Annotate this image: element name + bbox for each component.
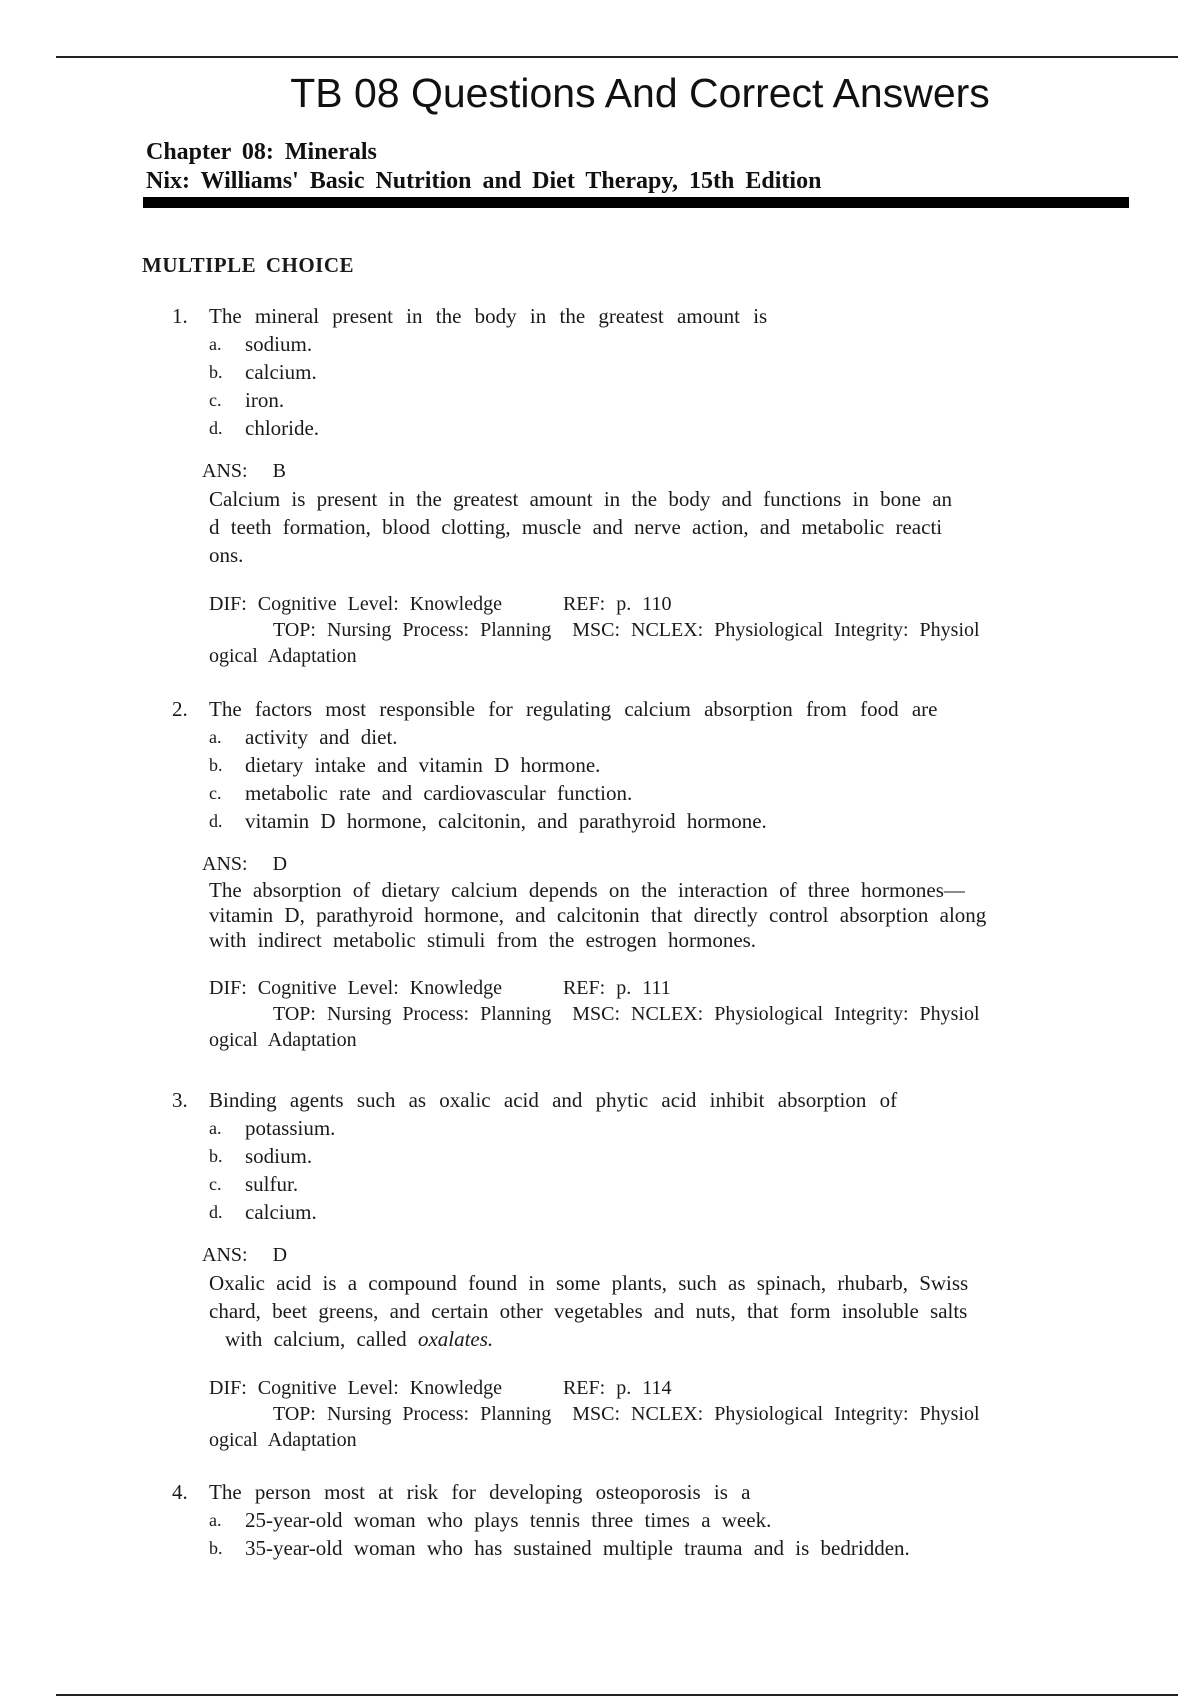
- option-d: [172, 414, 1132, 442]
- question-2: [172, 695, 1132, 1053]
- msc-category-continued: ogical Adaptation: [209, 645, 357, 667]
- chapter-header: [146, 138, 821, 196]
- option-text: calcium.: [245, 1200, 317, 1224]
- option-a: [172, 330, 1132, 358]
- question-3: [172, 1086, 1132, 1453]
- section-heading: MULTIPLE CHOICE: [142, 253, 355, 277]
- option-text: chloride.: [245, 416, 320, 440]
- option-text: vitamin D hormone, calcitonin, and parathyroid hormone.: [245, 809, 767, 833]
- book-title: Nix: Williams' Basic Nutrition and Diet Therapy, 15th Edition: [146, 168, 822, 194]
- question-metadata: [172, 975, 1132, 1053]
- option-text: dietary intake and vitamin D hormone.: [245, 753, 601, 777]
- topic: TOP: Nursing Process: Planning: [273, 1003, 552, 1025]
- question-text: The factors most responsible for regulating calcium absorption from food are: [209, 697, 938, 721]
- option-a: [172, 723, 1132, 751]
- rationale-line: [209, 1325, 1121, 1353]
- msc-category: MSC: NCLEX: Physiological Integrity: Physiol: [572, 1003, 980, 1025]
- option-b: [172, 358, 1132, 386]
- option-letter: a.: [209, 727, 222, 747]
- rationale: [172, 878, 1121, 953]
- page-reference: REF: p. 114: [562, 1377, 672, 1399]
- page-reference: REF: p. 110: [562, 593, 672, 615]
- option-letter: a.: [209, 1118, 222, 1138]
- question-metadata: [172, 1375, 1132, 1453]
- option-text: 35-year-old woman who has sustained multiple trauma and is bedridden.: [245, 1536, 910, 1560]
- option-a: [172, 1114, 1132, 1142]
- difficulty: DIF: Cognitive Level: Knowledge: [209, 977, 502, 999]
- rationale-line: Oxalic acid is a compound found in some plants, such as spinach, rhubarb, Swiss: [209, 1271, 969, 1295]
- option-text: metabolic rate and cardiovascular function.: [245, 781, 633, 805]
- rationale-line: Calcium is present in the greatest amount in the body and functions in bone an: [209, 487, 953, 511]
- difficulty: DIF: Cognitive Level: Knowledge: [209, 1377, 502, 1399]
- header-divider: [143, 197, 1129, 208]
- rationale: [172, 485, 1121, 569]
- option-a: [172, 1506, 1132, 1534]
- option-letter: c.: [209, 390, 222, 410]
- option-b: [172, 1142, 1132, 1170]
- question-4: [172, 1478, 1132, 1562]
- option-b: [172, 751, 1132, 779]
- option-text: sulfur.: [245, 1172, 299, 1196]
- option-text: 25-year-old woman who plays tennis three times a week.: [245, 1508, 772, 1532]
- answer-key: ANS: D: [202, 1244, 288, 1266]
- answer-key: ANS: D: [202, 853, 288, 875]
- rationale-line: ons.: [209, 543, 244, 567]
- option-c: [172, 779, 1132, 807]
- option-letter: c.: [209, 1174, 222, 1194]
- topic: TOP: Nursing Process: Planning: [273, 1403, 552, 1425]
- topic: TOP: Nursing Process: Planning: [273, 619, 552, 641]
- question-text: Binding agents such as oxalic acid and phytic acid inhibit absorption of: [209, 1088, 898, 1112]
- chapter-title: Chapter 08: Minerals: [146, 139, 377, 165]
- option-text: sodium.: [245, 1144, 313, 1168]
- question-number: 2.: [172, 697, 188, 721]
- question-stem: [172, 302, 1132, 330]
- option-letter: d.: [209, 418, 223, 438]
- rationale-line: with indirect metabolic stimuli from the estrogen hormones.: [209, 928, 757, 952]
- question-number: 1.: [172, 304, 188, 328]
- option-letter: b.: [209, 1538, 223, 1558]
- question-metadata: [172, 591, 1132, 669]
- msc-category: MSC: NCLEX: Physiological Integrity: Physiol: [572, 1403, 980, 1425]
- rationale-line: The absorption of dietary calcium depends on the interaction of three hormones—: [209, 878, 965, 902]
- option-letter: a.: [209, 1510, 222, 1530]
- question-stem: [172, 695, 1132, 723]
- msc-category-continued: ogical Adaptation: [209, 1429, 357, 1451]
- question-number: 4.: [172, 1480, 188, 1504]
- page-reference: REF: p. 111: [562, 977, 671, 999]
- option-letter: d.: [209, 811, 223, 831]
- option-d: [172, 1198, 1132, 1226]
- option-text: iron.: [245, 388, 285, 412]
- option-c: [172, 1170, 1132, 1198]
- rationale-line: vitamin D, parathyroid hormone, and calcitonin that directly control absorption along: [209, 903, 987, 927]
- rationale-emphasis: oxalates.: [417, 1327, 494, 1351]
- msc-category-continued: ogical Adaptation: [209, 1029, 357, 1051]
- question-stem: [172, 1086, 1132, 1114]
- rationale: [172, 1269, 1121, 1353]
- option-letter: b.: [209, 362, 223, 382]
- option-b: [172, 1534, 1132, 1562]
- question-stem: [172, 1478, 1132, 1506]
- msc-category: MSC: NCLEX: Physiological Integrity: Physiol: [572, 619, 980, 641]
- question-text: The mineral present in the body in the greatest amount is: [209, 304, 768, 328]
- option-letter: a.: [209, 334, 222, 354]
- difficulty: DIF: Cognitive Level: Knowledge: [209, 593, 502, 615]
- option-c: [172, 386, 1132, 414]
- option-letter: b.: [209, 755, 223, 775]
- option-text: calcium.: [245, 360, 317, 384]
- rationale-line: d teeth formation, blood clotting, muscle and nerve action, and metabolic reacti: [209, 515, 943, 539]
- question-number: 3.: [172, 1088, 188, 1112]
- option-text: activity and diet.: [245, 725, 398, 749]
- top-rule: [56, 56, 1178, 58]
- question-text: The person most at risk for developing osteoporosis is a: [209, 1480, 751, 1504]
- option-letter: b.: [209, 1146, 223, 1166]
- option-letter: d.: [209, 1202, 223, 1222]
- option-text: potassium.: [245, 1116, 336, 1140]
- option-text: sodium.: [245, 332, 313, 356]
- document-title: TB 08 Questions And Correct Answers: [290, 70, 990, 116]
- option-letter: c.: [209, 783, 222, 803]
- rationale-line: chard, beet greens, and certain other vegetables and nuts, that form insoluble salts: [209, 1299, 968, 1323]
- bottom-rule: [56, 1694, 1178, 1696]
- question-1: [172, 302, 1132, 669]
- answer-key: ANS: B: [202, 460, 286, 482]
- rationale-text: with calcium, called: [225, 1327, 407, 1351]
- option-d: [172, 807, 1132, 835]
